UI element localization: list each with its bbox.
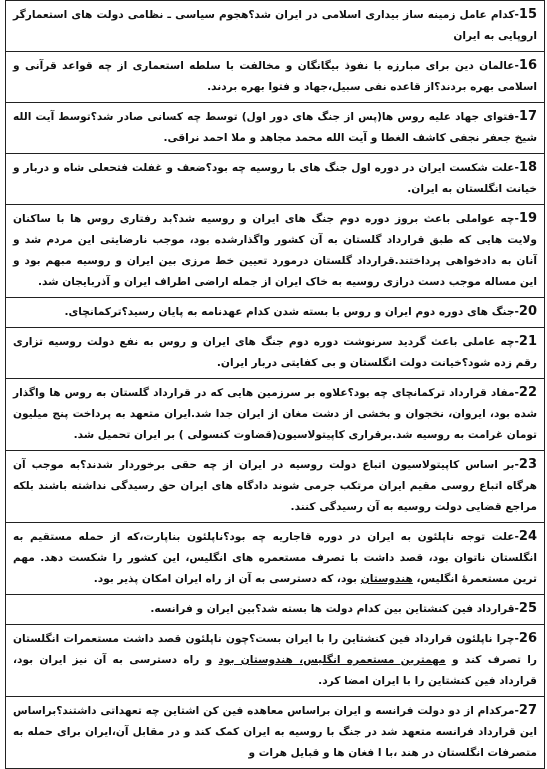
questions-table (5, 0, 545, 769)
question-text: -چرا ناپلئون قرارداد فین کنشتاین را با ایران بست؟چون ناپلئون قصد داشت مستعمرات انگلستان را تصرف کند و (13, 633, 537, 666)
question-text: و راه دسترسی به آن نیز ایران بود، قرارداد فین کنشتاین را با ایران امضا کرد. (13, 654, 537, 687)
question-cell (6, 52, 545, 103)
question-text: -مفاد قرارداد ترکمانچای چه بود؟علاوه بر سرزمین هایی که در قرارداد گلستان به روس ها واگذار شده بود، ایروان، نخجوان و بخشی از دشت مغان از ایران جدا شد.ایران متعهد به پرداخت پنج میلیون تومان غرامت به روسیه شد.برقراری کاپیتولاسیون(قضاوت کنسولی ) بر ایران تحمیل شد. (13, 387, 537, 441)
question-text: -جنگ های دوره دوم ایران و روس با بسته شدن کدام عهدنامه به پایان رسید؟ترکمانچای. (64, 306, 519, 318)
question-number: 16 (518, 58, 537, 73)
question-text: -علت توجه ناپلئون به ایران در دوره قاجاریه چه بود؟ناپلئون بناپارت،که از حمله مستقیم به انگلستان ناتوان بود، قصد داشت با تصرف مستعمره های انگلیس، این کشور را شکست دهد. مهم ترین مستعمرۀ انگلیس، (13, 531, 537, 585)
question-number: 15 (518, 7, 537, 22)
question-row-18 (6, 154, 545, 205)
question-text: -چه عواملی باعث بروز دوره دوم جنگ های ایران و روسیه شد؟بد رفتاری روس ها با ساکنان ولایت هایی که طبق قرارداد گلستان به آن کشور واگذارشده بود، موجب نارضایتی این مردم شد و آنان به دادخواهی پرداختند.قرارداد گلستان درمورد تعیین خط مرزی بین ایران و روسیه مبهم بود و این مساله موجب دست درازی روسیه به خاک ایران از جمله اراضی اطراف ایران و آذربایجان شد. (13, 213, 537, 288)
question-row-20 (6, 298, 545, 328)
question-cell (6, 154, 545, 205)
question-row-24 (6, 523, 545, 595)
underlined-text: هندوستان (360, 573, 413, 585)
question-row-17 (6, 103, 545, 154)
underlined-text: مهمترین مستعمره انگلیس، هندوستان بود (218, 654, 446, 666)
question-row-23 (6, 451, 545, 523)
question-number: 25 (518, 601, 537, 616)
question-number: 24 (518, 529, 537, 544)
question-cell (6, 523, 545, 595)
question-text: -بر اساس کاپیتولاسیون اتباع دولت روسیه در ایران از چه حقی برخوردار شدند؟به موجب آن هرگاه اتباع روسی مقیم ایران مرتکب جرمی شوند دادگاه های ایران حق رسیدگی نداشته باشند بلکه مراجع قضایی دولت روسیه به آن رسیدگی کنند. (13, 459, 537, 513)
question-cell (6, 595, 545, 625)
question-text: -چه عاملی باعث گردید سرنوشت دوره دوم جنگ های ایران و روس به نفع دولت روسیه تزاری رقم زده شود؟خیانت دولت انگلستان و بی کفایتی دربار ایران. (13, 336, 537, 369)
question-text: -مرکدام از دو دولت فرانسه و ایران براساس معاهده فین کن اشتاین چه تعهداتی داشتند؟براساس این قرارداد فرانسه متعهد شد در جنگ با روسیه به ایران کمک کند و در مقابل آن،ایران برای حمله به متصرفات انگلستان در هند ،با ا فغان ها و قبایل هرات و (13, 705, 537, 759)
question-cell (6, 625, 545, 697)
question-number: 19 (518, 211, 537, 226)
question-cell (6, 451, 545, 523)
question-row-27 (6, 697, 545, 769)
question-cell (6, 328, 545, 379)
question-number: 23 (518, 457, 537, 472)
question-text: -عالمان دین برای مبارزه با نفوذ بیگانگان و مخالفت با سلطه استعماری از چه قواعد قرآنی و اسلامی بهره بردند؟از قاعده نفی سبیل،جهاد و فتوا بهره بردند. (13, 60, 537, 93)
question-cell (6, 205, 545, 298)
question-text: -علت شکست ایران در دوره اول جنگ های با روسیه چه بود؟ضعف و غفلت فتحعلی شاه و دربار و خیانت انگلستان به ایران. (13, 162, 537, 195)
question-text: -فتوای جهاد علیه روس ها(پس از جنگ های دور اول) توسط چه کسانی صادر شد؟توسط آیت الله شیخ جعفر نجفی کاشف الغطا و آیت الله محمد مجاهد و ملا احمد نراقی. (13, 111, 537, 144)
question-row-25 (6, 595, 545, 625)
question-row-21 (6, 328, 545, 379)
question-row-26 (6, 625, 545, 697)
question-row-15 (6, 1, 545, 52)
question-row-19 (6, 205, 545, 298)
question-text: بود، که دسترسی به آن از راه ایران امکان پذیر بود. (93, 573, 361, 585)
question-cell (6, 298, 545, 328)
question-number: 21 (518, 334, 537, 349)
question-number: 17 (518, 109, 537, 124)
question-cell (6, 697, 545, 769)
question-cell (6, 379, 545, 451)
question-cell (6, 1, 545, 52)
question-row-22 (6, 379, 545, 451)
question-row-16 (6, 52, 545, 103)
question-number: 20 (518, 304, 537, 319)
question-number: 27 (518, 703, 537, 718)
question-text: -قرارداد فین کنشتاین بین کدام دولت ها بسته شد؟بین ایران و فرانسه. (150, 603, 519, 615)
question-number: 26 (518, 631, 537, 646)
question-number: 22 (518, 385, 537, 400)
question-cell (6, 103, 545, 154)
question-text: -کدام عامل زمینه ساز بیداری اسلامی در ایران شد؟هجوم سیاسی ـ نظامی دولت های استعمارگر اروپایی به ایران (13, 9, 537, 42)
question-number: 18 (518, 160, 537, 175)
